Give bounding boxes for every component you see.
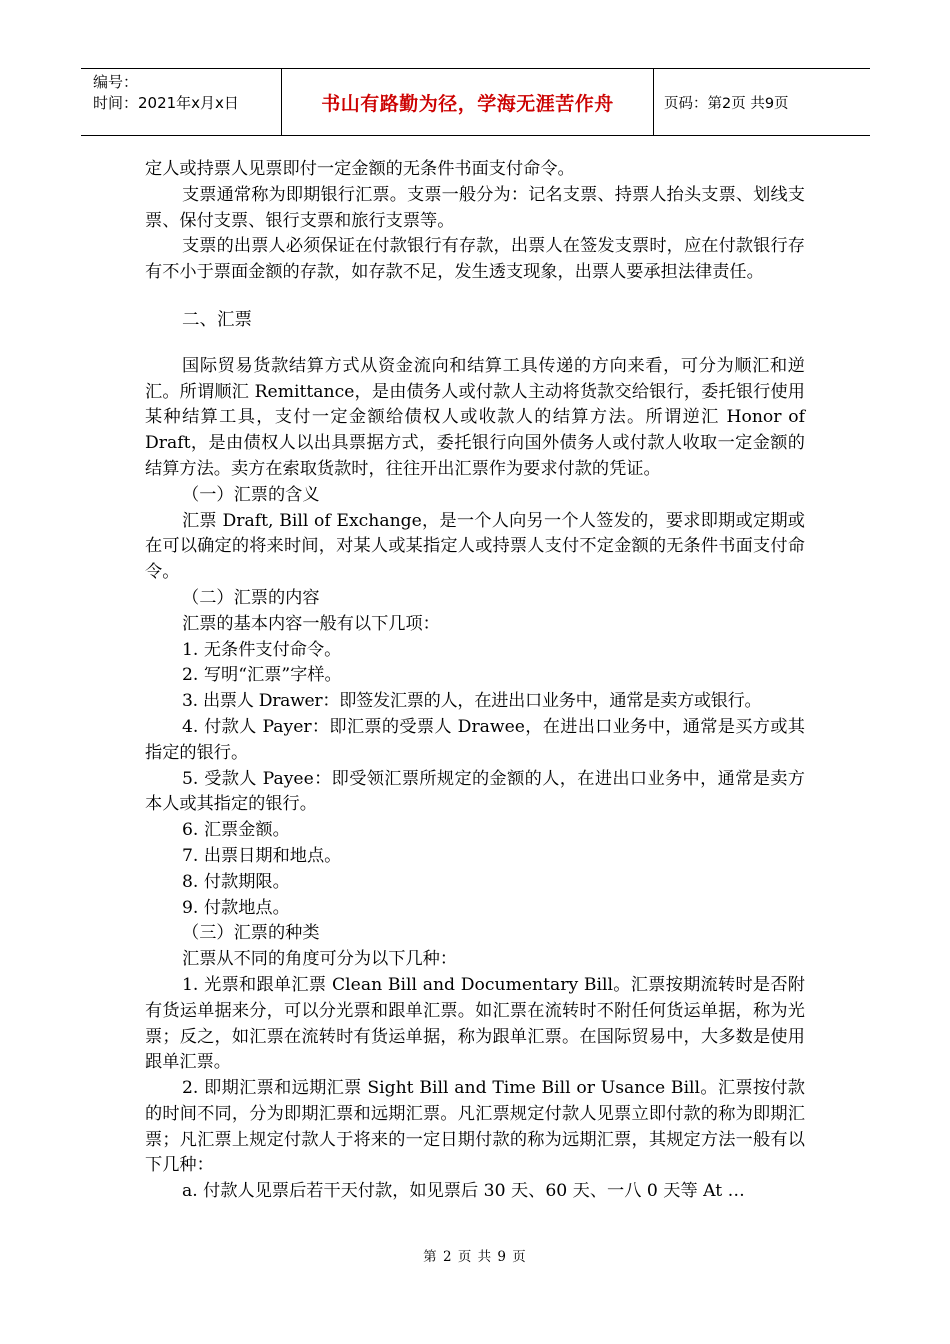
header-meta-cell [81,69,282,135]
list-item: 9. 付款地点。 [182,897,290,918]
header-time-label: 时间：2021年x月x日 [93,94,239,112]
paragraph: 定人或持票人见票即付一定金额的无条件书面支付命令。 [145,159,575,179]
paragraph: 汇票的基本内容一般有以下几项： [182,613,440,634]
paragraph: 汇票从不同的角度可分为以下几种： [182,949,458,970]
paragraph: 1. 光票和跟单汇票 Clean Bill and Documentary Bill。汇票按期流转时是否附有货运单据来分，可以分光票和跟单汇票。如汇票在流转时不附任何货运单据，称为光票；反之，如汇票在流转时有货运单据，称为跟单汇票。在国际贸易中，大多数是使用跟单汇票。 [145,974,805,1073]
document-body [145,157,805,1205]
list-item: 2. 写明“汇票”字样。 [182,665,342,686]
list-item: 8. 付款期限。 [182,871,290,892]
subsection-heading: （一）汇票的含义 [182,484,320,505]
paragraph: 国际贸易货款结算方式从资金流向和结算工具传递的方向来看，可分为顺汇和逆汇。所谓顺汇 Remittance，是由债务人或付款人主动将货款交给银行，委托银行使用某种结算工具，支付一定金额给债权人或收款人的结算方法。所谓逆汇 Honor of Draft，是由债权人以出具票据方式，委托银行向国外债务人或付款人收取一定金额的结算方法。卖方在索取货款时，往往开出汇票作为要求付款的凭证。 [145,355,805,479]
paragraph: 支票通常称为即期银行汇票。支票一般分为：记名支票、持票人抬头支票、划线支票、保付支票、银行支票和旅行支票等。 [145,184,805,231]
paragraph: 2. 即期汇票和远期汇票 Sight Bill and Time Bill or Usance Bill。汇票按付款的时间不同，分为即期汇票和远期汇票。凡汇票规定付款人见票立即付款的称为即期汇票；凡汇票上规定付款人于将来的一定日期付款的称为远期汇票，其规定方法一般有以下几种： [145,1078,805,1176]
document-header [81,68,870,136]
paragraph: 支票的出票人必须保证在付款银行有存款，出票人在签发支票时，应在付款银行存有不小于票面金额的存款，如存款不足，发生透支现象，出票人要承担法律责任。 [145,236,805,283]
paragraph: a. 付款人见票后若干天付款，如见票后 30 天、60 天、一八 0 天等 At … [182,1181,745,1202]
page-footer: 第 2 页 共 9 页 [423,1249,527,1265]
header-motto: 书山有路勤为径，学海无涯苦作舟 [282,69,654,135]
list-item: 1. 无条件支付命令。 [182,639,342,660]
header-number-label: 编号： [93,73,139,91]
header-page-info: 页码：第2页 共9页 [664,95,789,112]
section-heading: 二、汇票 [182,309,252,330]
list-item: 4. 付款人 Payer：即汇票的受票人 Drawee，在进出口业务中，通常是买方或其指定的银行。 [145,716,805,763]
list-item: 6. 汇票金额。 [182,820,290,841]
subsection-heading: （二）汇票的内容 [182,587,320,608]
list-item: 7. 出票日期和地点。 [182,845,342,866]
list-item: 5. 受款人 Payee：即受领汇票所规定的金额的人，在进出口业务中，通常是卖方本人或其指定的银行。 [145,768,805,815]
paragraph: 汇票 Draft, Bill of Exchange，是一个人向另一个人签发的，要求即期或定期或在可以确定的将来时间，对某人或某指定人或持票人支付不定金额的无条件书面支付命令。 [145,510,805,583]
list-item: 3. 出票人 Drawer：即签发汇票的人，在进出口业务中，通常是卖方或银行。 [182,691,762,712]
subsection-heading: （三）汇票的种类 [182,923,320,944]
